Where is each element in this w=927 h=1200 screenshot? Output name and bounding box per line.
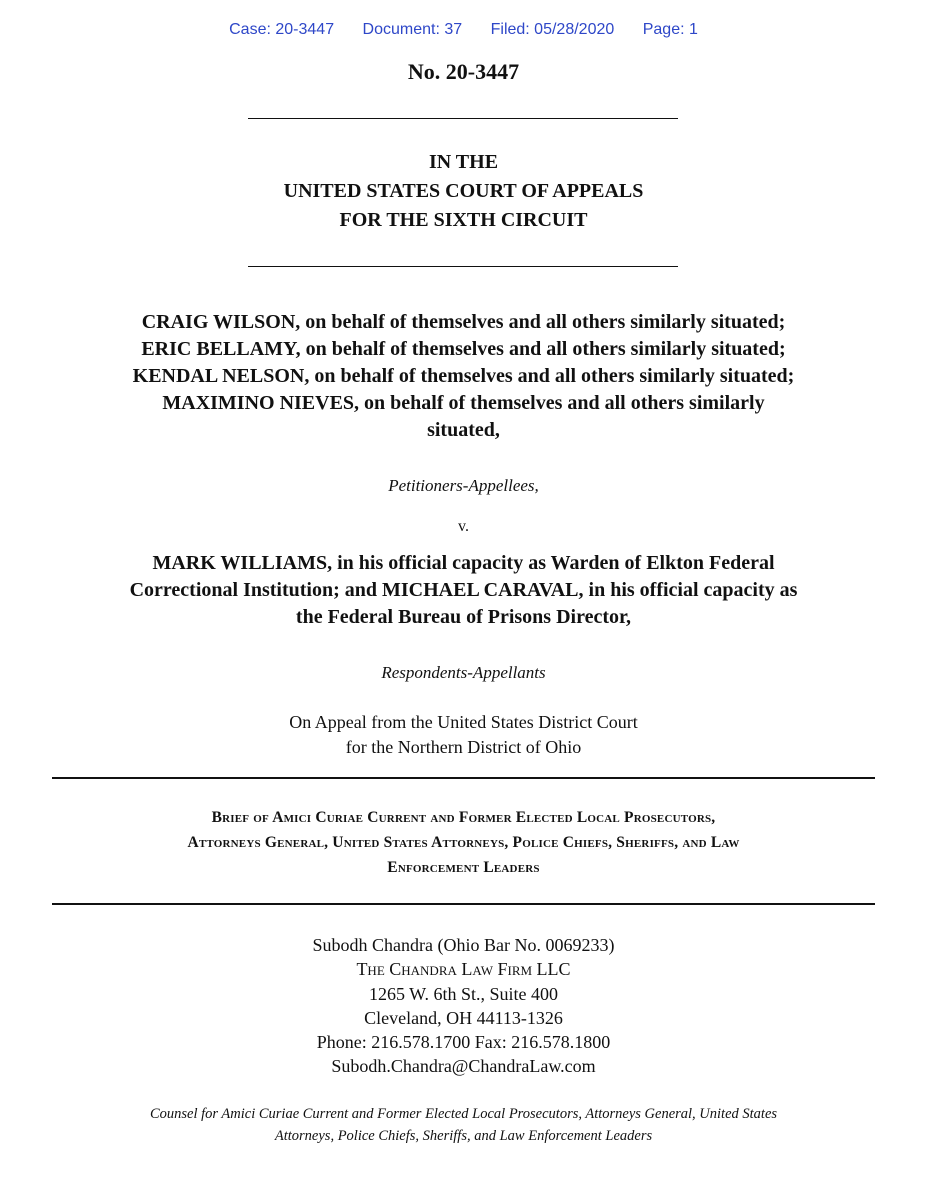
page-number-stamp: Page: 1 <box>642 21 698 38</box>
divider-rule-brief-bottom <box>52 903 875 905</box>
law-firm-name: The Chandra Law Firm LLC <box>356 959 571 980</box>
divider-rule-brief-top <box>52 777 875 779</box>
counsel-for-line: Attorneys, Police Chiefs, Sheriffs, and Law Enforcement Leaders <box>274 1128 653 1144</box>
respondents-block <box>0 550 927 631</box>
appeal-origin <box>0 710 927 760</box>
filed-date-stamp: Filed: 05/28/2020 <box>490 21 615 38</box>
docket-number: No. 20-3447 <box>407 59 520 84</box>
petitioner-line: KENDAL NELSON, on behalf of themselves and all others similarly situated; <box>132 365 795 387</box>
counsel-block <box>0 933 927 1079</box>
petitioners-block <box>0 309 927 444</box>
brief-title-line: Attorneys General, United States Attorneys, Police Chiefs, Sheriffs, and Law <box>187 834 740 851</box>
respondent-line: MARK WILLIAMS, in his official capacity as Warden of Elkton Federal <box>152 552 775 574</box>
filing-header <box>0 21 927 39</box>
divider-rule-middle <box>248 266 678 267</box>
city-address: Cleveland, OH 44113-1326 <box>364 1007 563 1028</box>
document-number-stamp: Document: 37 <box>362 21 463 38</box>
respondent-line: Correctional Institution; and MICHAEL CARAVAL, in his official capacity as <box>129 579 798 601</box>
court-caption-line: FOR THE SIXTH CIRCUIT <box>339 209 588 231</box>
court-caption-line: UNITED STATES COURT OF APPEALS <box>283 180 644 202</box>
petitioner-line: situated, <box>427 419 500 441</box>
email-address: Subodh.Chandra@ChandraLaw.com <box>331 1056 596 1077</box>
street-address: 1265 W. 6th St., Suite 400 <box>368 983 559 1004</box>
counsel-for-note <box>0 1103 927 1147</box>
court-caption <box>0 148 927 235</box>
case-number-stamp: Case: 20-3447 <box>229 21 335 38</box>
petitioner-line: CRAIG WILSON, on behalf of themselves and all others similarly situated; <box>141 311 786 333</box>
brief-title-line: Enforcement Leaders <box>387 859 540 876</box>
respondents-role: Respondents-Appellants <box>381 663 546 682</box>
counsel-name: Subodh Chandra (Ohio Bar No. 0069233) <box>312 935 615 955</box>
phone-fax: Phone: 216.578.1700 Fax: 216.578.1800 <box>316 1032 611 1053</box>
petitioner-line: MAXIMINO NIEVES, on behalf of themselves and all others similarly <box>162 392 765 414</box>
brief-title-line: Brief of Amici Curiae Current and Former Elected Local Prosecutors, <box>211 809 716 826</box>
appeal-origin-line: for the Northern District of Ohio <box>345 737 582 757</box>
petitioner-line: ERIC BELLAMY, on behalf of themselves and all others similarly situated; <box>141 338 786 360</box>
counsel-for-line: Counsel for Amici Curiae Current and Former Elected Local Prosecutors, Attorneys General, United States <box>149 1106 778 1122</box>
petitioners-role: Petitioners-Appellees, <box>388 476 539 495</box>
respondent-line: the Federal Bureau of Prisons Director, <box>295 606 632 628</box>
appeal-origin-line: On Appeal from the United States District Court <box>289 712 638 732</box>
court-caption-line: IN THE <box>428 151 499 173</box>
versus-label: v. <box>458 518 469 535</box>
divider-rule-top <box>248 118 678 119</box>
brief-title <box>0 805 927 880</box>
